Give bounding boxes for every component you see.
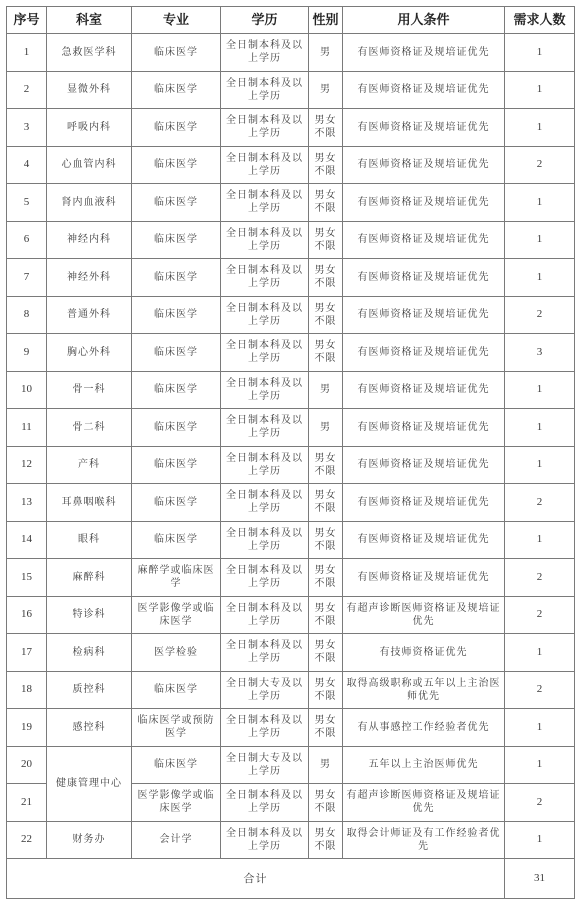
gender-cell: 男女不限 <box>309 184 343 222</box>
conditions-cell: 有医师资格证及规培证优先 <box>343 371 505 409</box>
count-cell: 1 <box>505 34 575 72</box>
count-cell: 2 <box>505 596 575 634</box>
row-number: 15 <box>7 559 47 597</box>
gender-cell: 男女不限 <box>309 221 343 259</box>
gender-cell: 男女不限 <box>309 109 343 147</box>
count-cell: 1 <box>505 184 575 222</box>
table-row <box>7 34 575 72</box>
row-number: 17 <box>7 634 47 672</box>
conditions-cell: 有医师资格证及规培证优先 <box>343 559 505 597</box>
table-row <box>7 821 575 859</box>
dept-cell: 麻醉科 <box>47 559 132 597</box>
row-number: 10 <box>7 371 47 409</box>
major-cell: 医学影像学或临床医学 <box>132 596 221 634</box>
conditions-cell: 有医师资格证及规培证优先 <box>343 109 505 147</box>
table-row <box>7 484 575 522</box>
total-label: 合计 <box>7 859 505 899</box>
count-cell: 1 <box>505 221 575 259</box>
major-cell: 临床医学 <box>132 484 221 522</box>
education-cell: 全日制本科及以上学历 <box>221 709 309 747</box>
recruitment-table <box>6 6 575 899</box>
dept-cell: 胸心外科 <box>47 334 132 372</box>
header-conditions: 用人条件 <box>343 7 505 34</box>
conditions-cell: 有医师资格证及规培证优先 <box>343 184 505 222</box>
dept-cell: 耳鼻咽喉科 <box>47 484 132 522</box>
header-education: 学历 <box>221 7 309 34</box>
dept-cell: 检病科 <box>47 634 132 672</box>
count-cell: 2 <box>505 559 575 597</box>
conditions-cell: 有技师资格证优先 <box>343 634 505 672</box>
row-number: 16 <box>7 596 47 634</box>
row-number: 14 <box>7 521 47 559</box>
header-no: 序号 <box>7 7 47 34</box>
gender-cell: 男女不限 <box>309 446 343 484</box>
major-cell: 麻醉学或临床医学 <box>132 559 221 597</box>
table-row <box>7 71 575 109</box>
education-cell: 全日制本科及以上学历 <box>221 71 309 109</box>
major-cell: 临床医学 <box>132 221 221 259</box>
education-cell: 全日制本科及以上学历 <box>221 109 309 147</box>
table-row <box>7 109 575 147</box>
count-cell: 3 <box>505 334 575 372</box>
row-number: 3 <box>7 109 47 147</box>
gender-cell: 男女不限 <box>309 259 343 297</box>
table-row <box>7 146 575 184</box>
dept-cell: 财务办 <box>47 821 132 859</box>
conditions-cell: 有医师资格证及规培证优先 <box>343 259 505 297</box>
education-cell: 全日制本科及以上学历 <box>221 296 309 334</box>
table-row <box>7 446 575 484</box>
education-cell: 全日制本科及以上学历 <box>221 484 309 522</box>
header-major: 专业 <box>132 7 221 34</box>
conditions-cell: 有从事感控工作经验者优先 <box>343 709 505 747</box>
dept-cell: 神经外科 <box>47 259 132 297</box>
gender-cell: 男女不限 <box>309 671 343 709</box>
major-cell: 临床医学或预防医学 <box>132 709 221 747</box>
row-number: 12 <box>7 446 47 484</box>
count-cell: 1 <box>505 521 575 559</box>
dept-cell: 产科 <box>47 446 132 484</box>
count-cell: 2 <box>505 784 575 822</box>
major-cell: 医学检验 <box>132 634 221 672</box>
dept-cell: 显微外科 <box>47 71 132 109</box>
education-cell: 全日制本科及以上学历 <box>221 784 309 822</box>
education-cell: 全日制本科及以上学历 <box>221 409 309 447</box>
count-cell: 2 <box>505 296 575 334</box>
row-number: 8 <box>7 296 47 334</box>
education-cell: 全日制本科及以上学历 <box>221 634 309 672</box>
conditions-cell: 有医师资格证及规培证优先 <box>343 334 505 372</box>
count-cell: 1 <box>505 709 575 747</box>
table-row <box>7 746 575 784</box>
education-cell: 全日制本科及以上学历 <box>221 184 309 222</box>
conditions-cell: 有医师资格证及规培证优先 <box>343 221 505 259</box>
conditions-cell: 有医师资格证及规培证优先 <box>343 521 505 559</box>
major-cell: 临床医学 <box>132 409 221 447</box>
row-number: 11 <box>7 409 47 447</box>
count-cell: 2 <box>505 146 575 184</box>
count-cell: 1 <box>505 821 575 859</box>
gender-cell: 男 <box>309 409 343 447</box>
table-row <box>7 334 575 372</box>
conditions-cell: 有超声诊断医师资格证及规培证优先 <box>343 784 505 822</box>
conditions-cell: 有医师资格证及规培证优先 <box>343 409 505 447</box>
row-number: 21 <box>7 784 47 822</box>
count-cell: 1 <box>505 409 575 447</box>
dept-cell: 骨二科 <box>47 409 132 447</box>
row-number: 22 <box>7 821 47 859</box>
table-row <box>7 559 575 597</box>
dept-cell: 急救医学科 <box>47 34 132 72</box>
education-cell: 全日制本科及以上学历 <box>221 259 309 297</box>
gender-cell: 男 <box>309 371 343 409</box>
major-cell: 医学影像学或临床医学 <box>132 784 221 822</box>
conditions-cell: 有医师资格证及规培证优先 <box>343 71 505 109</box>
count-cell: 1 <box>505 109 575 147</box>
table-row <box>7 371 575 409</box>
education-cell: 全日制本科及以上学历 <box>221 146 309 184</box>
conditions-cell: 有医师资格证及规培证优先 <box>343 146 505 184</box>
major-cell: 会计学 <box>132 821 221 859</box>
gender-cell: 男女不限 <box>309 634 343 672</box>
table-row <box>7 184 575 222</box>
education-cell: 全日制本科及以上学历 <box>221 371 309 409</box>
row-number: 18 <box>7 671 47 709</box>
education-cell: 全日制本科及以上学历 <box>221 596 309 634</box>
dept-cell: 感控科 <box>47 709 132 747</box>
header-dept: 科室 <box>47 7 132 34</box>
conditions-cell: 有医师资格证及规培证优先 <box>343 446 505 484</box>
gender-cell: 男女不限 <box>309 521 343 559</box>
count-cell: 1 <box>505 746 575 784</box>
table-row <box>7 259 575 297</box>
row-number: 9 <box>7 334 47 372</box>
dept-cell: 肾内血液科 <box>47 184 132 222</box>
major-cell: 临床医学 <box>132 34 221 72</box>
dept-cell: 呼吸内科 <box>47 109 132 147</box>
dept-cell: 心血管内科 <box>47 146 132 184</box>
gender-cell: 男 <box>309 746 343 784</box>
count-cell: 2 <box>505 671 575 709</box>
gender-cell: 男女不限 <box>309 596 343 634</box>
dept-cell: 神经内科 <box>47 221 132 259</box>
major-cell: 临床医学 <box>132 146 221 184</box>
dept-cell: 眼科 <box>47 521 132 559</box>
count-cell: 1 <box>505 446 575 484</box>
table-row <box>7 634 575 672</box>
conditions-cell: 取得会计师证及有工作经验者优先 <box>343 821 505 859</box>
education-cell: 全日制本科及以上学历 <box>221 446 309 484</box>
count-cell: 2 <box>505 484 575 522</box>
row-number: 7 <box>7 259 47 297</box>
education-cell: 全日制本科及以上学历 <box>221 559 309 597</box>
major-cell: 临床医学 <box>132 184 221 222</box>
gender-cell: 男女不限 <box>309 334 343 372</box>
major-cell: 临床医学 <box>132 746 221 784</box>
education-cell: 全日制大专及以上学历 <box>221 671 309 709</box>
gender-cell: 男女不限 <box>309 709 343 747</box>
major-cell: 临床医学 <box>132 109 221 147</box>
table-row <box>7 521 575 559</box>
education-cell: 全日制本科及以上学历 <box>221 821 309 859</box>
table-row <box>7 596 575 634</box>
major-cell: 临床医学 <box>132 671 221 709</box>
table-row <box>7 709 575 747</box>
count-cell: 1 <box>505 259 575 297</box>
conditions-cell: 五年以上主治医师优先 <box>343 746 505 784</box>
gender-cell: 男女不限 <box>309 784 343 822</box>
major-cell: 临床医学 <box>132 71 221 109</box>
count-cell: 1 <box>505 634 575 672</box>
gender-cell: 男 <box>309 34 343 72</box>
dept-cell: 质控科 <box>47 671 132 709</box>
row-number: 20 <box>7 746 47 784</box>
major-cell: 临床医学 <box>132 259 221 297</box>
row-number: 5 <box>7 184 47 222</box>
dept-cell: 骨一科 <box>47 371 132 409</box>
gender-cell: 男 <box>309 71 343 109</box>
header-row <box>7 7 575 34</box>
conditions-cell: 有医师资格证及规培证优先 <box>343 484 505 522</box>
gender-cell: 男女不限 <box>309 146 343 184</box>
row-number: 13 <box>7 484 47 522</box>
row-number: 2 <box>7 71 47 109</box>
conditions-cell: 有医师资格证及规培证优先 <box>343 34 505 72</box>
gender-cell: 男女不限 <box>309 484 343 522</box>
table-row <box>7 221 575 259</box>
major-cell: 临床医学 <box>132 521 221 559</box>
row-number: 1 <box>7 34 47 72</box>
gender-cell: 男女不限 <box>309 296 343 334</box>
row-number: 4 <box>7 146 47 184</box>
total-row <box>7 859 575 899</box>
row-number: 6 <box>7 221 47 259</box>
education-cell: 全日制本科及以上学历 <box>221 34 309 72</box>
education-cell: 全日制大专及以上学历 <box>221 746 309 784</box>
dept-cell: 特诊科 <box>47 596 132 634</box>
major-cell: 临床医学 <box>132 296 221 334</box>
dept-cell: 健康管理中心 <box>47 746 132 821</box>
major-cell: 临床医学 <box>132 334 221 372</box>
education-cell: 全日制本科及以上学历 <box>221 221 309 259</box>
table-row <box>7 671 575 709</box>
conditions-cell: 有超声诊断医师资格证及规培证优先 <box>343 596 505 634</box>
table-row <box>7 296 575 334</box>
education-cell: 全日制本科及以上学历 <box>221 521 309 559</box>
education-cell: 全日制本科及以上学历 <box>221 334 309 372</box>
table-row <box>7 409 575 447</box>
count-cell: 1 <box>505 371 575 409</box>
gender-cell: 男女不限 <box>309 559 343 597</box>
conditions-cell: 取得高级职称或五年以上主治医师优先 <box>343 671 505 709</box>
row-number: 19 <box>7 709 47 747</box>
major-cell: 临床医学 <box>132 446 221 484</box>
count-cell: 1 <box>505 71 575 109</box>
dept-cell: 普通外科 <box>47 296 132 334</box>
conditions-cell: 有医师资格证及规培证优先 <box>343 296 505 334</box>
major-cell: 临床医学 <box>132 371 221 409</box>
gender-cell: 男女不限 <box>309 821 343 859</box>
total-count: 31 <box>505 859 575 899</box>
header-gender: 性别 <box>309 7 343 34</box>
header-count: 需求人数 <box>505 7 575 34</box>
table-body <box>7 34 575 899</box>
